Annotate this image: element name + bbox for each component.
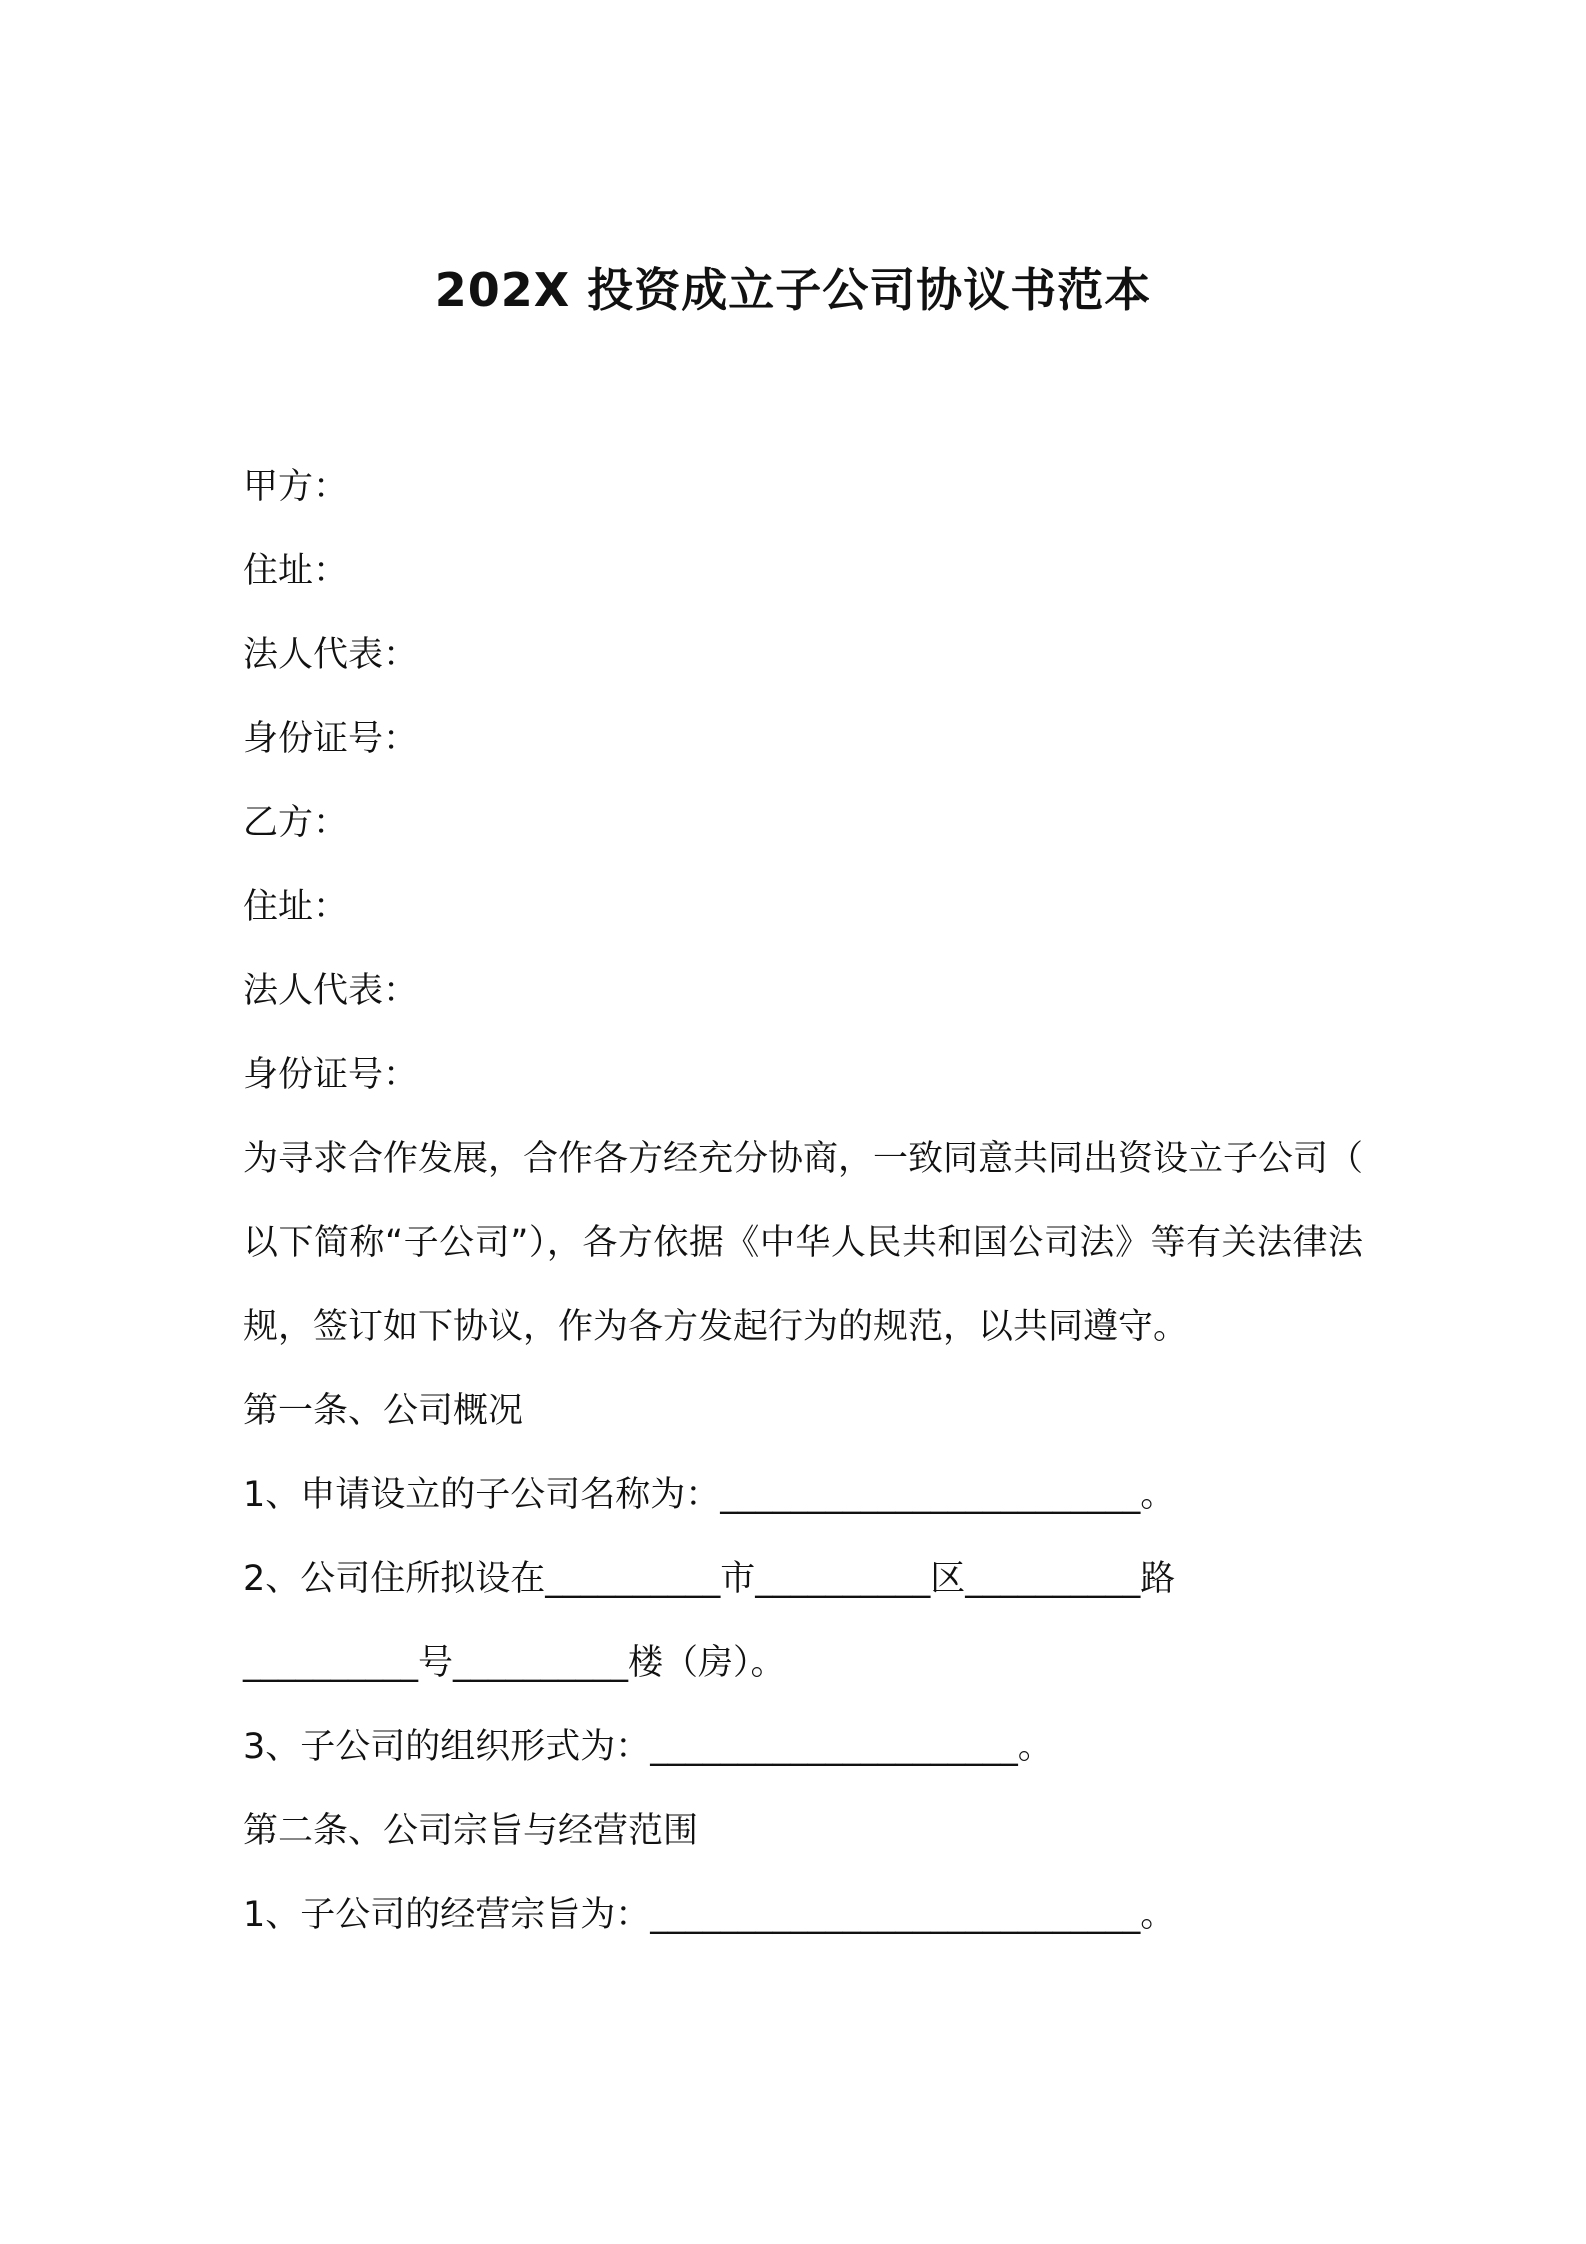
document-title: 202X 投资成立子公司协议书范本 xyxy=(434,263,1152,317)
party-b-id-label: 身份证号： xyxy=(243,1055,419,1095)
article-1-item-2-line-2: __________号__________楼（房）。 xyxy=(243,1643,786,1683)
article-2-heading: 第二条、公司宗旨与经营范围 xyxy=(243,1811,699,1851)
party-b-address-label: 住址： xyxy=(243,887,349,927)
article-2-item-1: 1、子公司的经营宗旨为：____________________________。 xyxy=(243,1895,1176,1935)
party-a-legal-rep-label: 法人代表： xyxy=(243,635,419,675)
article-1-item-3: 3、子公司的组织形式为：_____________________。 xyxy=(243,1727,1053,1767)
party-a-address-label: 住址： xyxy=(243,551,349,591)
article-1-heading: 第一条、公司概况 xyxy=(243,1391,524,1431)
article-1-item-1: 1、申请设立的子公司名称为：________________________。 xyxy=(243,1475,1176,1515)
party-b-label: 乙方： xyxy=(243,803,349,843)
party-b-legal-rep-label: 法人代表： xyxy=(243,971,419,1011)
document-body xyxy=(243,445,1363,1957)
preamble-paragraph: 为寻求合作发展，合作各方经充分协商，一致同意共同出资设立子公司（以下简称“子公司”），各方依据《中华人民共和国公司法》等有关法律法规，签订如下协议，作为各方发起行为的规范，以共同遵守。 xyxy=(243,1139,1364,1347)
party-a-label: 甲方： xyxy=(243,467,349,507)
article-1-item-2-line-1: 2、公司住所拟设在__________市__________区__________路 xyxy=(243,1559,1176,1599)
party-a-id-label: 身份证号： xyxy=(243,719,419,759)
